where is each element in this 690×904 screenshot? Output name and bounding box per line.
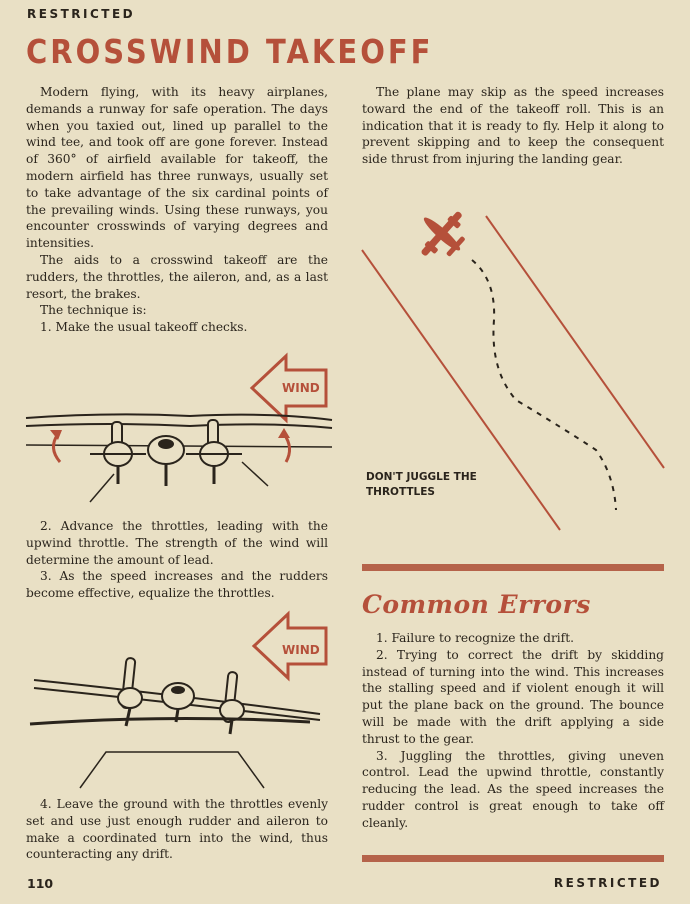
- runway-caption: [366, 470, 477, 500]
- paragraph: 4. Leave the ground with the throttles evenly set and use just enough rudder and aileron to make a coordinated turn into the wind, thus counteracting any drift.: [26, 797, 328, 862]
- wind-label: WIND: [282, 643, 320, 657]
- wind-label: WIND: [282, 381, 320, 395]
- common-errors-heading: Common Errors: [362, 590, 591, 619]
- figure-liftoff: [20, 610, 340, 792]
- common-errors-list: [362, 630, 664, 832]
- steps-2-3: [26, 518, 328, 602]
- caption-line: THROTTLES: [366, 486, 435, 498]
- paragraph: 3. As the speed increases and the rudders become effective, equalize the throttles.: [26, 569, 328, 601]
- divider-rule: [362, 564, 664, 571]
- classification-footer: RESTRICTED: [553, 876, 662, 890]
- paragraph: 1. Make the usual takeoff checks.: [40, 320, 248, 335]
- left-column-text: [26, 84, 328, 336]
- list-item: 2. Trying to correct the drift by skidding instead of turning into the wind. This increases the stalling speed and if violent enough it will put the plane back on the ground. The bounce will be made with the drift applying a side thrust to the gear.: [362, 647, 664, 746]
- step-4: [26, 796, 328, 863]
- classification-header: RESTRICTED: [27, 7, 136, 21]
- right-column-text: [362, 84, 664, 168]
- rotation-arrow-icon: [284, 434, 290, 462]
- paragraph: The plane may skip as the speed increases toward the end of the takeoff roll. This is an indication that it is ready to fly. Help it along to prevent skipping and to keep the consequent side thrust from injuring the landing gear.: [362, 85, 664, 167]
- paragraph: 2. Advance the throttles, leading with the upwind throttle. The strength of the wind will determine the amount of lead.: [26, 519, 328, 567]
- page-number: 110: [27, 876, 54, 891]
- caption-line: DON'T JUGGLE THE: [366, 471, 477, 483]
- paragraph: Modern flying, with its heavy airplanes, demands a runway for safe operation. The days when you taxied out, lined up parallel to the wind tee, and took off are gone forever. Instead of 360° of airfield available for takeoff, the modern airfield has three runways, usually set to take advantage of the six cardinal points of the prevailing winds. Using these runways, you encounter crosswinds of varying degrees and intensities.: [26, 85, 328, 251]
- list-item: 3. Juggling the throttles, giving uneven control. Lead the upwind throttle, constantly reducing the lead. As the speed increases the rudder control is great enough to take off cleanly.: [362, 748, 664, 830]
- page-title: CROSSWIND TAKEOFF: [26, 32, 434, 72]
- divider-rule: [362, 855, 664, 862]
- list-item: 1. Failure to recognize the drift.: [376, 631, 574, 645]
- paragraph: The aids to a crosswind takeoff are the rudders, the throttles, the aileron, and, as a last resort, the brakes.: [26, 252, 328, 301]
- airplane-icon: [405, 200, 478, 271]
- figure-takeoff-roll: [20, 350, 340, 510]
- paragraph: The technique is:: [40, 303, 147, 318]
